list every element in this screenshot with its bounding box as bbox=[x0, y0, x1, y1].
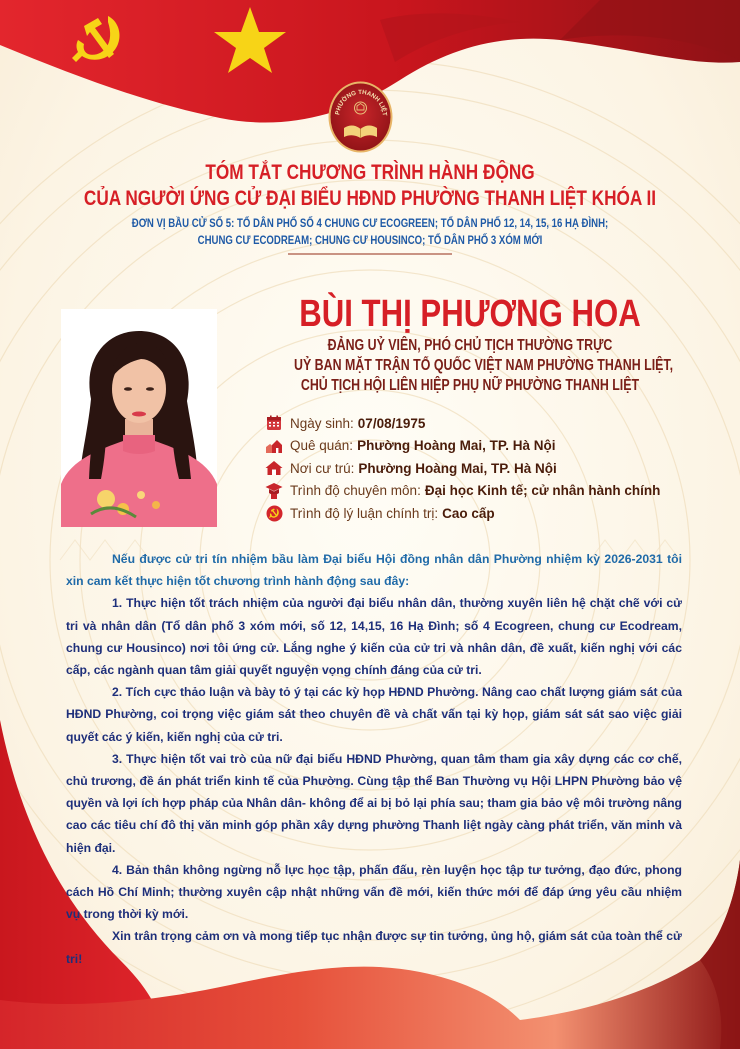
info-residence bbox=[265, 457, 725, 480]
page-title-line-1: TÓM TẮT CHƯƠNG TRÌNH HÀNH ĐỘNG bbox=[205, 161, 535, 184]
info-label: Trình độ chuyên môn: bbox=[290, 483, 421, 499]
program-item-1: 1. Thực hiện tốt trách nhiệm của người đại biểu nhân dân, thường xuyên liên hệ chặt chẽ với cử tri và nhân dân (Tổ dân phố 3 xóm mới, số 12, 14,15, 16 Hạ Đình; số 4 Ecogreen, chung cư Ecodream, chung cư Housinco) nơi tôi ứng cử. Lắng nghe ý kiến của cử tri và nhân dân, đề xuất, kiến nghị với các cấp, các ngành quan tâm giải quyết nguyện vọng chính đáng của cử tri. bbox=[66, 596, 682, 678]
title-divider bbox=[288, 253, 452, 255]
program-intro: Nếu được cử tri tín nhiệm bầu làm Đại biểu Hội đồng nhân dân Phường nhiệm kỳ 2026-2031 tôi xin cam kết thực hiện tốt chương trình hành động sau đây: bbox=[66, 552, 682, 589]
ward-emblem-icon bbox=[327, 80, 394, 154]
electoral-unit-line-1: ĐƠN VỊ BẦU CỬ SỐ 5: TỔ DÂN PHỐ SỐ 4 CHUNG CƯ ECOGREEN; TỔ DÂN PHỐ 12, 14, 15, 16 HẠ ĐÌNH; bbox=[131, 216, 609, 230]
info-label: Ngày sinh: bbox=[290, 415, 354, 431]
candidate-name: BÙI THỊ PHƯƠNG HOA bbox=[299, 293, 641, 335]
info-hometown bbox=[265, 435, 725, 458]
info-value: Phường Hoàng Mai, TP. Hà Nội bbox=[358, 460, 557, 476]
info-value: Cao cấp bbox=[442, 505, 495, 521]
header bbox=[0, 160, 740, 255]
info-value: 07/08/1975 bbox=[357, 415, 426, 431]
info-label: Trình độ lý luận chính trị: bbox=[290, 505, 439, 521]
action-program bbox=[66, 548, 682, 970]
candidate-photo bbox=[61, 309, 217, 527]
calendar-icon bbox=[265, 414, 283, 432]
program-item-4: 4. Bản thân không ngừng nỗ lực học tập, phấn đấu, rèn luyện học tập tư tưởng, đạo đức, phong cách Hồ Chí Minh; thường xuyên cập nhật những vấn đề mới, kiến thức mới để đáp ứng yêu cầu nhiệm vụ trong thời kỳ mới. bbox=[66, 862, 682, 922]
info-value: Phường Hoàng Mai, TP. Hà Nội bbox=[357, 438, 556, 454]
position-line-3: CHỦ TỊCH HỘI LIÊN HIỆP PHỤ NỮ PHƯỜNG THANH LIỆT bbox=[300, 377, 640, 394]
house-icon bbox=[265, 459, 283, 477]
hometown-icon bbox=[265, 437, 283, 455]
gold-star-icon bbox=[210, 5, 290, 75]
info-value: Đại học Kinh tế; cử nhân hành chính bbox=[424, 483, 661, 499]
program-item-2: 2. Tích cực thảo luận và bày tỏ ý tại các kỳ họp HĐND Phường. Nâng cao chất lượng giám sát của HĐND Phường, coi trọng việc giám sát theo chuyên đề và chất vấn tại kỳ họp, giám sát sát sao việc giải quyết các ý kiến, kiến nghị của cử tri. bbox=[66, 685, 682, 744]
info-political-theory bbox=[265, 502, 725, 525]
svg-text:PHƯỜNG THANH LIỆT: PHƯỜNG THANH LIỆT bbox=[334, 88, 388, 117]
position-line-1: ĐẢNG UỶ VIÊN, PHÓ CHỦ TỊCH THƯỜNG TRỰC bbox=[327, 337, 613, 354]
page-title-line-2: CỦA NGƯỜI ỨNG CỬ ĐẠI BIỂU HĐND PHƯỜNG THANH LIỆT KHÓA II bbox=[83, 187, 657, 210]
graduation-cap-icon bbox=[265, 482, 283, 500]
info-label: Nơi cư trú: bbox=[290, 460, 355, 476]
electoral-unit-line-2: CHUNG CƯ ECODREAM; CHUNG CƯ HOUSINCO; TỔ DÂN PHỐ 3 XÓM MỚI bbox=[197, 233, 543, 247]
hammer-sickle-icon bbox=[265, 504, 283, 522]
program-closing: Xin trân trọng cảm ơn và mong tiếp tục nhận được sự tin tưởng, ủng hộ, giám sát của toàn thể cử tri! bbox=[66, 929, 682, 966]
position-line-2: UỶ BAN MẶT TRẬN TỔ QUỐC VIỆT NAM PHƯỜNG THANH LIỆT, bbox=[294, 357, 674, 374]
info-label: Quê quán: bbox=[290, 438, 354, 454]
hammer-sickle-icon bbox=[68, 10, 128, 70]
candidate-info-list bbox=[265, 412, 725, 525]
program-item-3: 3. Thực hiện tốt vai trò của nữ đại biểu HĐND Phường, quan tâm tham gia xây dựng các cơ chế, chủ trương, đề án phát triển kinh tế của Phường. Cùng tập thể Ban Thường vụ Hội LHPN Phường bảo vệ quyền và lợi ích hợp pháp của Nhân dân- không để ai bị bỏ lại phía sau; tham gia bảo vệ môi trường nâng cao các tiêu chí đô thị văn minh góp phần xây dựng phường Thanh liệt ngày càng phát triển, văn minh và hiện đại. bbox=[66, 751, 682, 855]
info-birthdate bbox=[265, 412, 725, 435]
candidate-name-block bbox=[250, 292, 690, 396]
info-education bbox=[265, 480, 725, 503]
